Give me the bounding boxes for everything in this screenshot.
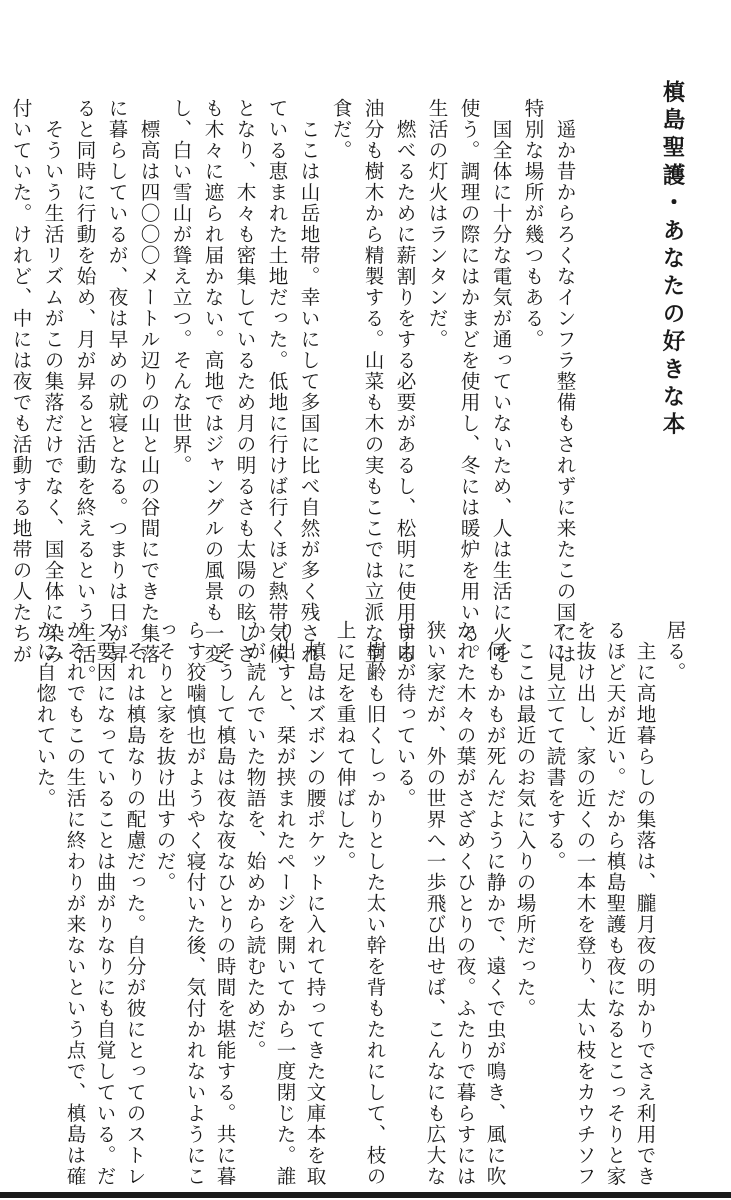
text-line: も木々に遮られ届かない。高地ではジャングルの風景も一変 [201,98,224,665]
bottom-divider [0,1192,731,1198]
text-line: 樹齢も旧くしっかりとした太い幹を背もたれにして、枝の [363,620,386,1187]
text-line: 自由が待っている。 [393,620,416,809]
text-line: るほど天が近い。だから槙島聖護も夜になるとこっそりと家 [603,620,626,1187]
text-line: ると同時に行動を始め、月が昇ると活動を終えるという生活。 [73,98,96,686]
text-line: がそれでもこの生活に終わりが来ないという点で、槙島は確 [63,620,86,1187]
text-line: ス要因になっていることは曲がりなりにも自覚している。だ [93,620,116,1187]
text-line: 遥か昔からろくなインフラ整備もされずに来たこの国には [553,98,576,665]
text-line: そういう生活リズムがこの集落だけでなく、国全体に染み [41,98,64,665]
text-line: かれた木々の葉がさざめくひとりの夜。ふたりで暮らすには [453,620,476,1187]
text-line: を抜け出し、家の近くの一本木を登り、太い枝をカウチソフ [573,620,596,1187]
text-line: それは槙島なりの配慮だった。自分が彼にとってのストレ [123,620,146,1187]
text-line: 使う。調理の際にはかまどを使用し、冬には暖炉を用いる。 [457,98,480,665]
text-line: そうして槙島は夜な夜なひとりの時間を堪能する。共に暮 [213,620,236,1187]
text-line: 居る。 [663,620,686,683]
text-line: らす狡噛慎也がようやく寝付いた後、気付かれないようにこ [183,620,206,1187]
text-line: 食だ。 [329,98,352,161]
text-line: 国全体に十分な電気が通っていないため、人は生活に火を [489,98,512,665]
text-line: 何もかもが死んだように静かで、遠くで虫が鳴き、風に吹 [483,620,506,1187]
text-line: 標高は四〇〇〇メートル辺りの山と山の谷間にできた集落 [137,98,160,665]
text-line: ここは最近のお気に入りの場所だった。 [513,620,536,1019]
text-line: ァに見立てて読書をする。 [543,620,566,872]
text-line: し、白い雪山が聳え立つ。そんな世界。 [169,98,192,476]
text-line: り出すと、栞が挟まれたページを開いてから一度閉じた。誰 [273,620,296,1187]
text-line: 特別な場所が幾つもある。 [521,98,544,350]
text-line: ここは山岳地帯。幸いにして多国に比べ自然が多く残され [297,98,320,665]
text-line: 狭い家だが、外の世界へ一歩飛び出せば、こんなにも広大な [423,620,446,1187]
text-line: ている恵まれた土地だった。低地に行けば行くほど熱帯気候 [265,98,288,665]
text-line: っそりと家を抜け出すのだ。 [153,620,176,893]
text-line: 生活の灯火はランタンだ。 [425,98,448,350]
chapter-title: 槙島聖護・あなたの好きな本 [659,80,685,441]
text-line: かが読んでいた物語を、始めから読むためだ。 [243,620,266,1061]
text-line: となり、木々も密集しているため月の明るさも太陽の眩しさ [233,98,256,665]
text-line: に暮らしているが、夜は早めの就寝となる。つまりは日が昇 [105,98,128,665]
text-line: 主に高地暮らしの集落は、朧月夜の明かりでさえ利用でき [633,620,656,1187]
text-line: 槙島はズボンの腰ポケットに入れて持ってきた文庫本を取 [303,620,326,1187]
text-line: かに自惚れていた。 [33,620,56,809]
text-line: 油分も樹木から精製する。山菜も木の実もここでは立派な主 [361,98,384,665]
text-line: 付いていた。けれど、中には夜でも活動する地帯の人たちが [9,98,32,665]
text-line: 燃べるために薪割りをする必要があるし、松明に使用する [393,98,416,665]
text-line: 上に足を重ねて伸ばした。 [333,620,356,872]
